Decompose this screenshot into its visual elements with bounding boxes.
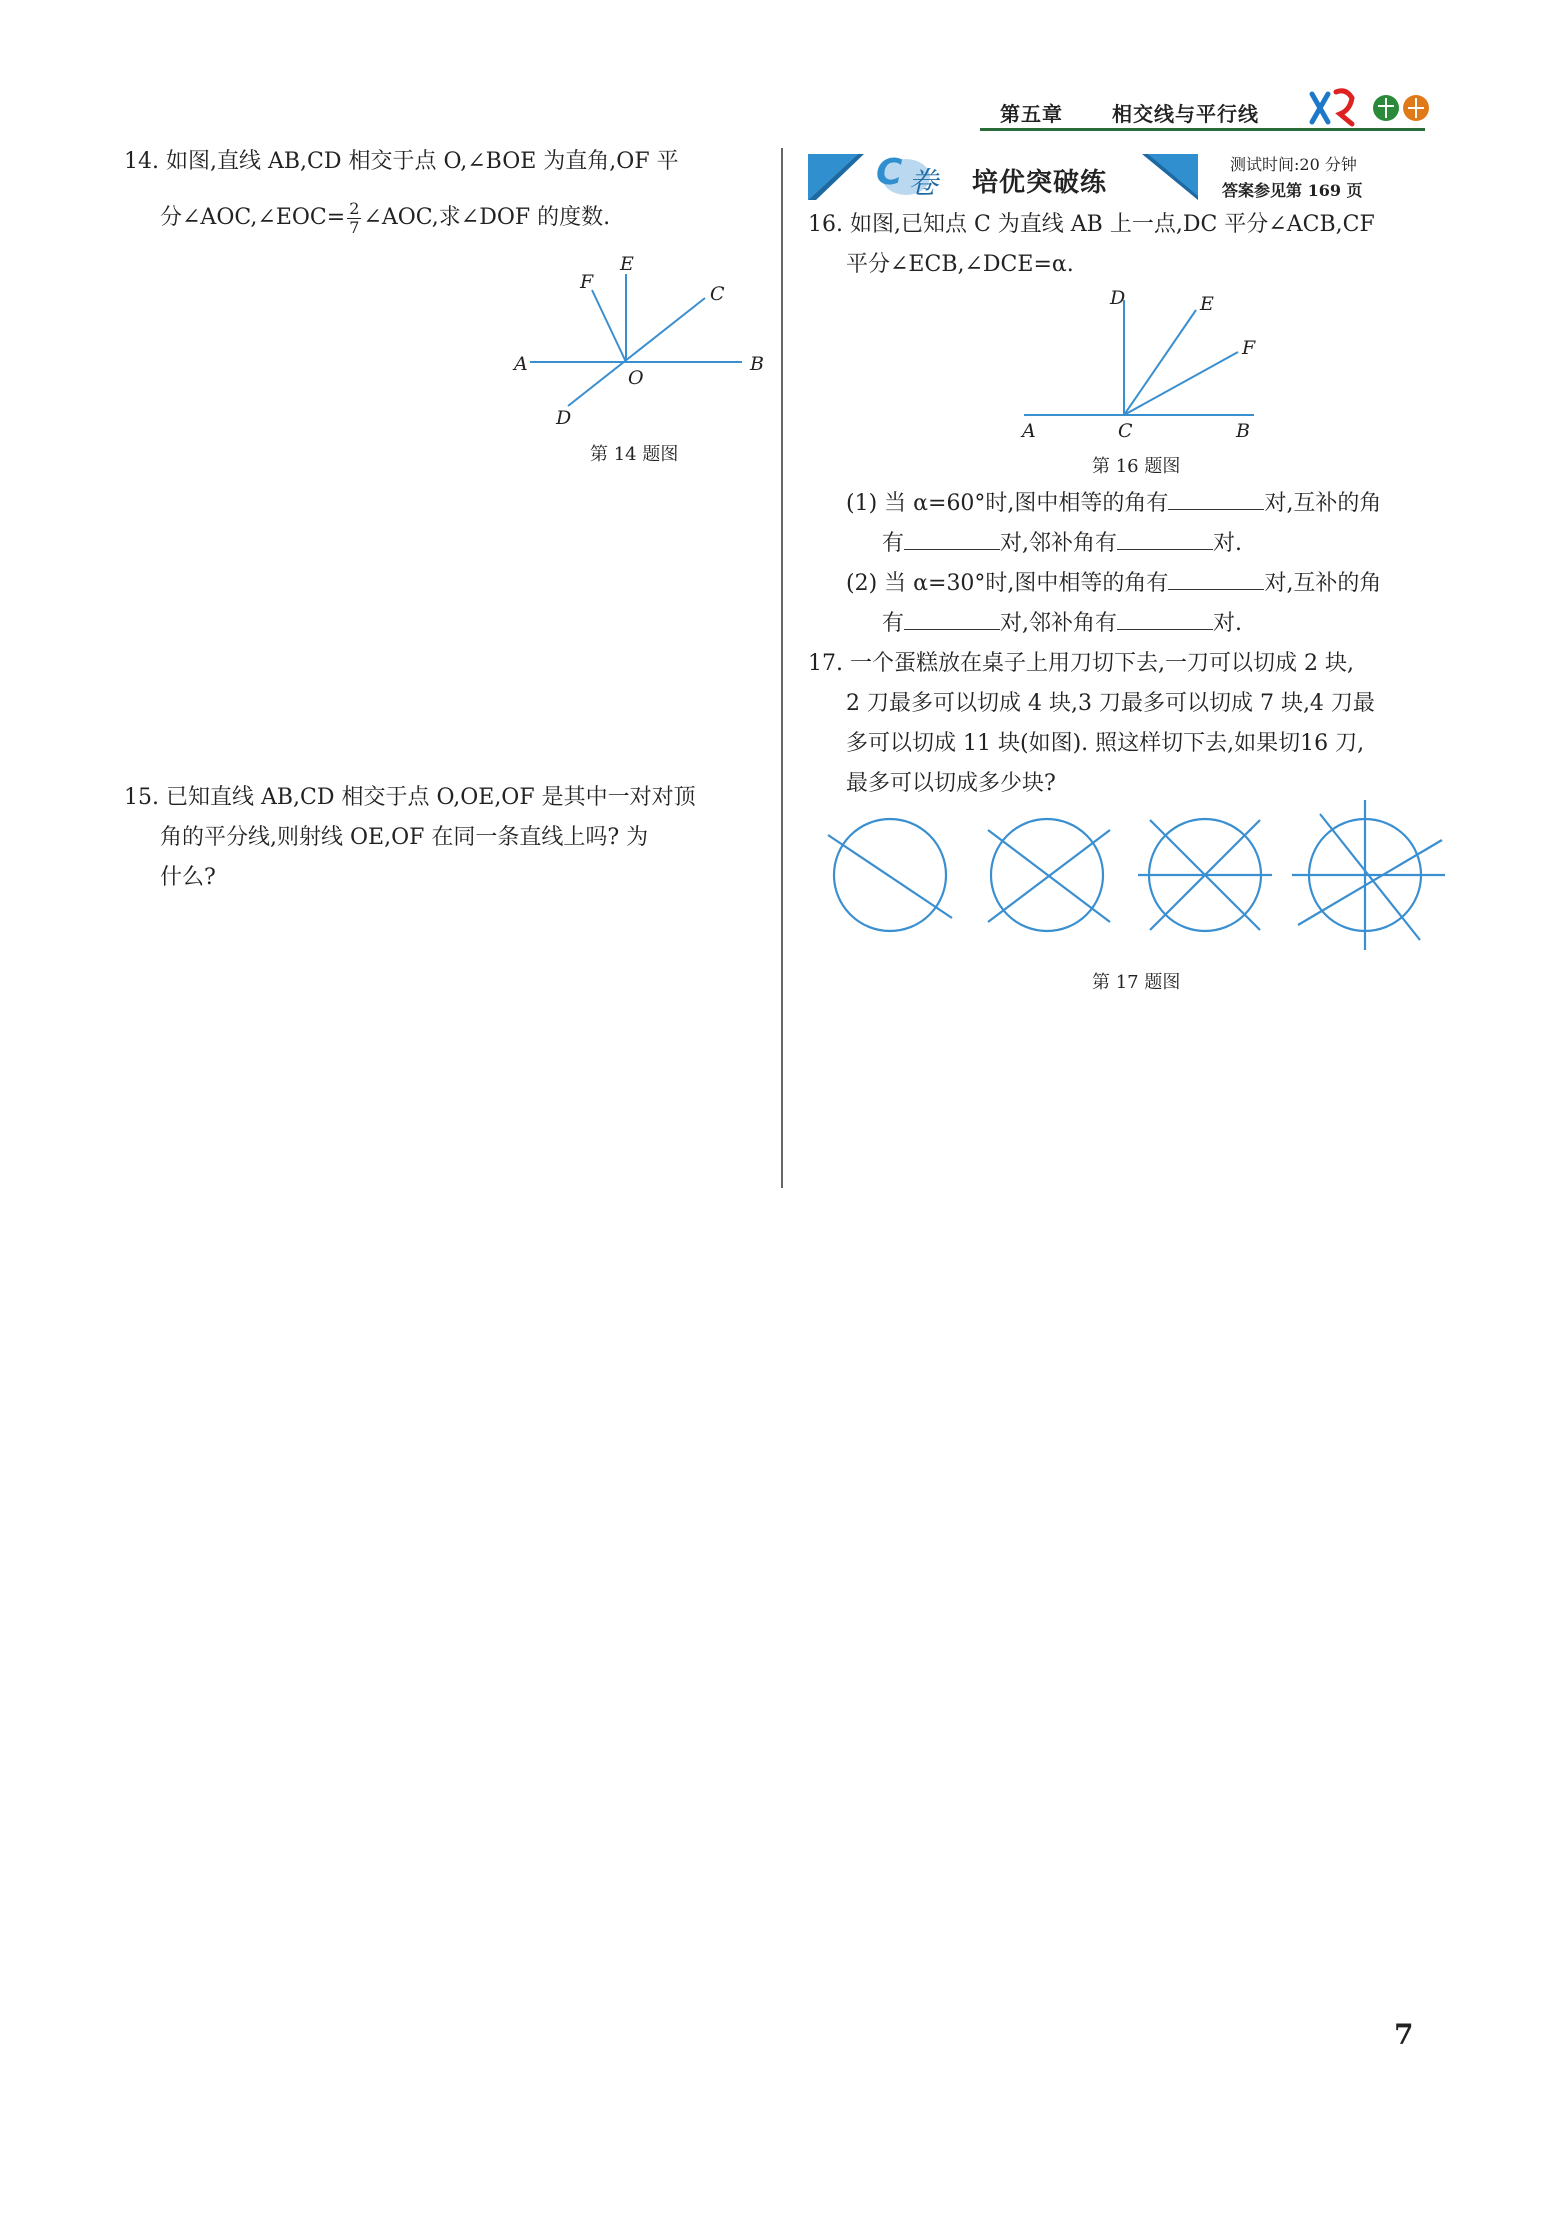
- q14-line2-b: ∠AOC,求∠DOF 的度数.: [363, 205, 611, 230]
- q16-p1-e: 对.: [1213, 531, 1243, 556]
- q16-p2-a: (2) 当 α=30°时,图中相等的角有: [846, 571, 1169, 596]
- q16-p1-blank3[interactable]: [1117, 527, 1213, 550]
- q16-p2-blank1[interactable]: [1168, 567, 1264, 590]
- q16-p2-c: 有: [882, 611, 905, 636]
- q16-p2-blank2[interactable]: [904, 607, 1000, 630]
- q16-part1-line1: [846, 484, 1381, 524]
- q16-p2-b: 对,互补的角: [1264, 571, 1382, 596]
- q16-ray-cf: [1124, 352, 1238, 415]
- q17-line2: 2 刀最多可以切成 4 块,3 刀最多可以切成 7 块,4 刀最: [846, 691, 1375, 716]
- q16-p1-b: 对,互补的角: [1264, 491, 1382, 516]
- q16-p1-blank1[interactable]: [1168, 487, 1264, 510]
- q17-line3: 多可以切成 11 块(如图). 照这样切下去,如果切16 刀,: [846, 731, 1365, 756]
- section-test-time: 测试时间:20 分钟: [1230, 155, 1357, 174]
- q16-p1-c: 有: [882, 531, 905, 556]
- q16-p2-blank3[interactable]: [1117, 607, 1213, 630]
- q16-label-a: A: [1022, 420, 1036, 440]
- q14-frac-den: 7: [349, 217, 360, 237]
- q16-part2-line2: [882, 604, 1242, 644]
- q14-line2: [160, 198, 610, 238]
- q16-part2-line1: [846, 564, 1381, 604]
- q14-fraction: [347, 200, 361, 237]
- q14-label-e: E: [620, 253, 634, 275]
- q16-label-b: B: [1236, 420, 1250, 440]
- q16-caption: 第 16 题图: [1092, 456, 1181, 477]
- q17-line1: 17. 一个蛋糕放在桌子上用刀切下去,一刀可以切成 2 块,: [808, 651, 1354, 676]
- q14-label-d: D: [556, 407, 572, 429]
- column-divider: [781, 148, 783, 1188]
- q17-cake-1: [834, 819, 946, 931]
- section-badge-letter: C: [876, 152, 903, 193]
- q17-caption: 第 17 题图: [1092, 972, 1181, 993]
- q15-line3: 什么?: [160, 865, 216, 890]
- section-badge-word: 卷: [908, 166, 938, 201]
- q14-line1: 14. 如图,直线 AB,CD 相交于点 O,∠BOE 为直角,OF 平: [124, 149, 679, 174]
- q15-line2: 角的平分线,则射线 OE,OF 在同一条直线上吗? 为: [160, 825, 649, 850]
- q16-p1-a: (1) 当 α=60°时,图中相等的角有: [846, 491, 1169, 516]
- q16-p2-d: 对,邻补角有: [1000, 611, 1118, 636]
- q16-label-d: D: [1110, 287, 1126, 309]
- q16-figure: [1010, 280, 1280, 440]
- q14-label-f: F: [580, 271, 594, 293]
- q17-cake-1-cut-1: [828, 835, 952, 918]
- q16-p1-blank2[interactable]: [904, 527, 1000, 550]
- section-title: 培优突破练: [972, 168, 1108, 198]
- header-chapter: 第五章: [1000, 102, 1063, 126]
- q17-figure: [820, 800, 1470, 960]
- q16-label-f: F: [1242, 337, 1256, 359]
- header-rule: [980, 128, 1425, 131]
- q16-label-c: C: [1118, 420, 1133, 440]
- q16-label-e: E: [1200, 293, 1214, 315]
- q14-ray-of: [592, 290, 626, 362]
- section-answer-ref: 答案参见第 169 页: [1222, 181, 1363, 200]
- q16-p2-e: 对.: [1213, 611, 1243, 636]
- q14-frac-num: 2: [349, 198, 360, 218]
- header-logo-icon: [1306, 84, 1436, 128]
- q14-line2-a: 分∠AOC,∠EOC=: [160, 205, 346, 230]
- q14-label-a: A: [514, 353, 528, 375]
- q14-label-c: C: [710, 283, 725, 305]
- q16-line2: 平分∠ECB,∠DCE=α.: [846, 252, 1074, 277]
- page-number: 7: [1394, 2018, 1414, 2051]
- q14-line-cd: [568, 298, 705, 406]
- q16-p1-d: 对,邻补角有: [1000, 531, 1118, 556]
- header-chapter-title: 相交线与平行线: [1112, 102, 1259, 126]
- q14-label-o: O: [628, 367, 644, 389]
- q14-figure: [500, 250, 780, 440]
- q17-line4: 最多可以切成多少块?: [846, 771, 1056, 796]
- q14-label-b: B: [750, 353, 764, 375]
- q16-line1: 16. 如图,已知点 C 为直线 AB 上一点,DC 平分∠ACB,CF: [808, 212, 1375, 237]
- q16-part1-line2: [882, 524, 1242, 564]
- q16-ray-ce: [1124, 310, 1196, 415]
- q15-line1: 15. 已知直线 AB,CD 相交于点 O,OE,OF 是其中一对对顶: [124, 785, 696, 810]
- q14-caption: 第 14 题图: [590, 444, 679, 465]
